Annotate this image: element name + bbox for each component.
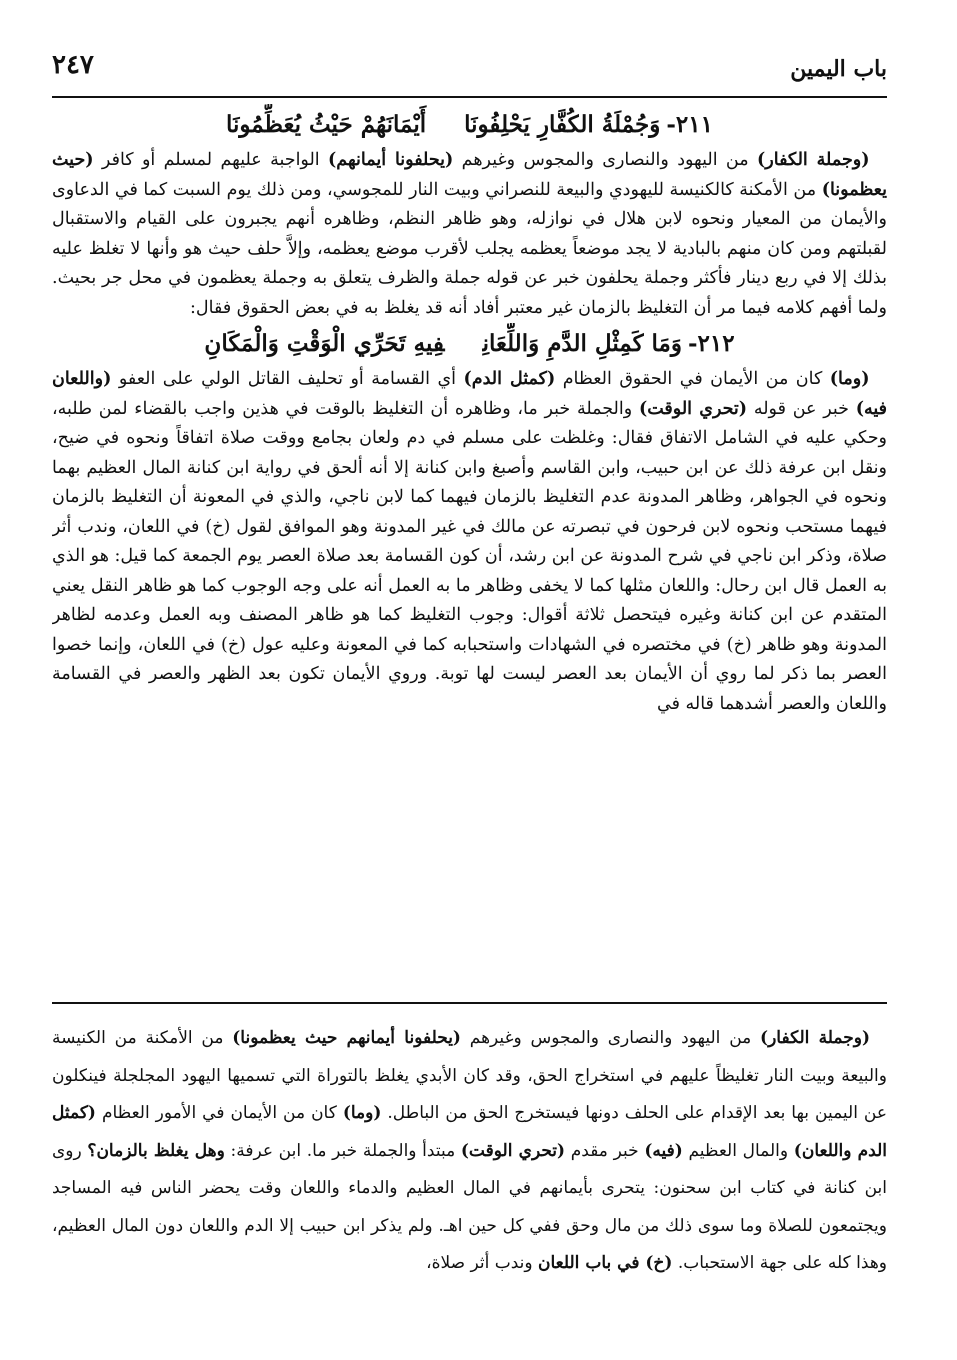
quoted-phrase: (كمثل الدم واللعان) [52,1103,887,1161]
footnote-span: خبر مقدم [565,1140,645,1161]
commentary-text: والجملة خبر ما، وظاهره أن التغليظ بالوقت في هذين واجب بالقضاء لمن طلبه، وحكي عليه في الشامل الاتفاق فقال: وغلظت على مسلم في دم ولعان بجامع ووقت صلاة اتفاقاً ونحوه في ضيح، ونقل ابن عرفة ذلك عن ابن حبيب، وابن القاسم وأصبغ وابن كنانة إلا أنه ألحق في رواية ابن كنانة المال العظيم بهما ونحوه في الجواهر، وظاهر المدونة عدم التغليظ بالزمان فيهما كما لابن ناجي، والذي في المعونة أن التغليظ بالزمان فيهما مستحب ونحوه لابن فرحون في تبصرته عن مالك في غير المدونة وهو الموافق لقول (خ) في اللعان، وندب أثر صلاة، وذكر ابن ناجي في شرح المدونة عن ابن رشد، أن كون القسامة بعد صلاة العصر يوم الجمعة كما قيل: هو الذي به العمل قال ابن رحال: واللعان مثلها كما لا يخفى وظاهر ما به العمل أنه على وجه الوجوب كما هو ظاهر النقل يعني المتقدم عن ابن كنانة وغيره فيتحصل ثلاثة أقوال: وجوب التغليظ كما هو ظاهر المصنف وبه العمل وعدمه لظاهر المدونة وهو ظاهر (خ) في مختصره في الشهادات واستحبابه كما في المعونة وعليه عول (خ) في اللعان، وإنما خصوا العصر بما ذكر لما روي أن الأيمان بعد العصر ليست لها توبة. وروي الأيمان تكون بعد الظهر والعصر في القسامة واللعان والعصر أشدهما قاله في [52,398,887,714]
footnote-span: والمال العظيم [682,1140,794,1161]
quoted-phrase: وهل يغلظ بالزمان؟ [87,1140,225,1161]
footnote-span: روى ابن كنانة في كتاب ابن سحنون: يتحرى بأيمانهم في المال العظيم والدماء واللعان وقت يحضر الناس فيه المساجد ويجتمعون للصلاة وما سوى ذلك من مال وحق ففي كل حين اهـ. ولم يذكر ابن حبيب إلا الدم واللعان دون المال العظيم، وهذا كله على جهة الاستحباب. [52,1140,887,1273]
commentary-211 [52,146,887,323]
commentary-text: من الأمكنة كالكنيسة لليهودي والبيعة للنصراني وبيت النار للمجوسي، ومن ذلك يوم السبت كما في الدعاوى والأيمان من المعيار ونحوه لابن هلال في نوازله، وهو ظاهر النظم، وظاهره أنهم يجبرون على القيام والاستقبال لقبلتهم ومن كان منهم بالبادية لا يجد موضعاً يعظمه يجلب لأقرب موضع يعظمه، وإلاَّ حلف حيث هو وأنها لا تغلظ عليه بذلك إلا في ربع دينار فأكثر وجملة يحلفون خبر عن قوله جملة والظرف يتعلق به وجملة يعظمون في محل جر بحيث. ولما أفهم كلامه فيما مر أن التغليظ بالزمان غير معتبر أفاد أنه قد يغلظ به في بعض الحقوق فقال: [52,179,887,318]
main-text [52,104,887,994]
verse-211 [52,104,887,146]
quoted-phrase: (وجملة الكفار) [760,1028,870,1048]
verse-hemistich-second: فِيهِ تَحَرِّي الْوَقْتِ وَالْمَكَانِ [204,330,445,357]
footnote-span: وندب أثر صلاة، [426,1253,538,1273]
footnote-span: من اليهود والنصارى والمجوس وغيرهم [460,1028,761,1048]
footnote-text [52,1020,887,1283]
footnote-divider [52,1002,887,1004]
commentary-212 [52,365,887,719]
quoted-phrase: (يحلفونا أيمانهم) [328,150,454,170]
verse-hemistich-first: وَجُمْلَةُ الكُفَّارِ يَحْلِفُونَا [464,111,661,138]
commentary-text: خبر عن قوله [747,398,856,419]
footnote-span: كان من الأيمان في الأمور العظام [95,1103,343,1123]
page-header [52,42,887,94]
verse-hemistich-second: أَيْمَانَهُمْ حَيْثُ يُعَظِّمُونَا [226,111,427,138]
header-divider [52,96,887,98]
section-title: باب اليمين [790,56,887,82]
commentary-text: الواجبة عليهم لمسلم أو كافر [93,150,329,170]
quoted-phrase: (وما) [342,1103,382,1123]
commentary-text: من اليهود والنصارى والمجوس وغيرهم [453,150,757,170]
quoted-phrase: (وما) [829,369,870,389]
quoted-phrase: (وجملة الكفار) [757,150,870,170]
quoted-phrase: (خ) في باب اللعان [538,1253,673,1273]
commentary-text: أي القسامة أو تحليف القاتل الولي على العفو [111,369,464,389]
quoted-phrase: (حيث يعظمونا) [52,150,887,200]
quoted-phrase: (واللعان فيه) [52,369,887,419]
verse-212 [52,323,887,365]
verse-number: ٢١٢- [687,330,735,357]
quoted-phrase: (فيه) [644,1140,683,1161]
footnote [52,1020,887,1345]
commentary-text: كان من الأيمان في الحقوق العظام [555,369,830,389]
quoted-phrase: (تحري الوقت) [460,1140,566,1161]
quoted-phrase: (تحري الوقت) [638,398,748,419]
quoted-phrase: (كمثل الدم) [463,369,556,389]
quoted-phrase: (يحلفونا أيمانهم حيث يعظمونا) [232,1028,461,1048]
footnote-span: مبتدأ والجملة خبر ما. ابن عرفة: [224,1140,461,1161]
verse-hemistich-first: وَمَا كَمِثْلِ الدَّمِ وَاللِّعَانِ [482,330,682,357]
page-number: ٢٤٧ [52,50,94,80]
verse-number: ٢١١- [666,111,713,138]
footnote-span: من الأمكنة من الكنيسة والبيعة وبيت النار تغليظاً عليهم في استخراج الحق، وقد كان الأبدي يغلظ بالتوراة التي تسميها اليهود المجلجلة فينكلون عن اليمين بها بعد الإقدام على الحلف دونها فيستخرج الحق من الباطل. [52,1028,887,1123]
book-page [52,38,887,1343]
